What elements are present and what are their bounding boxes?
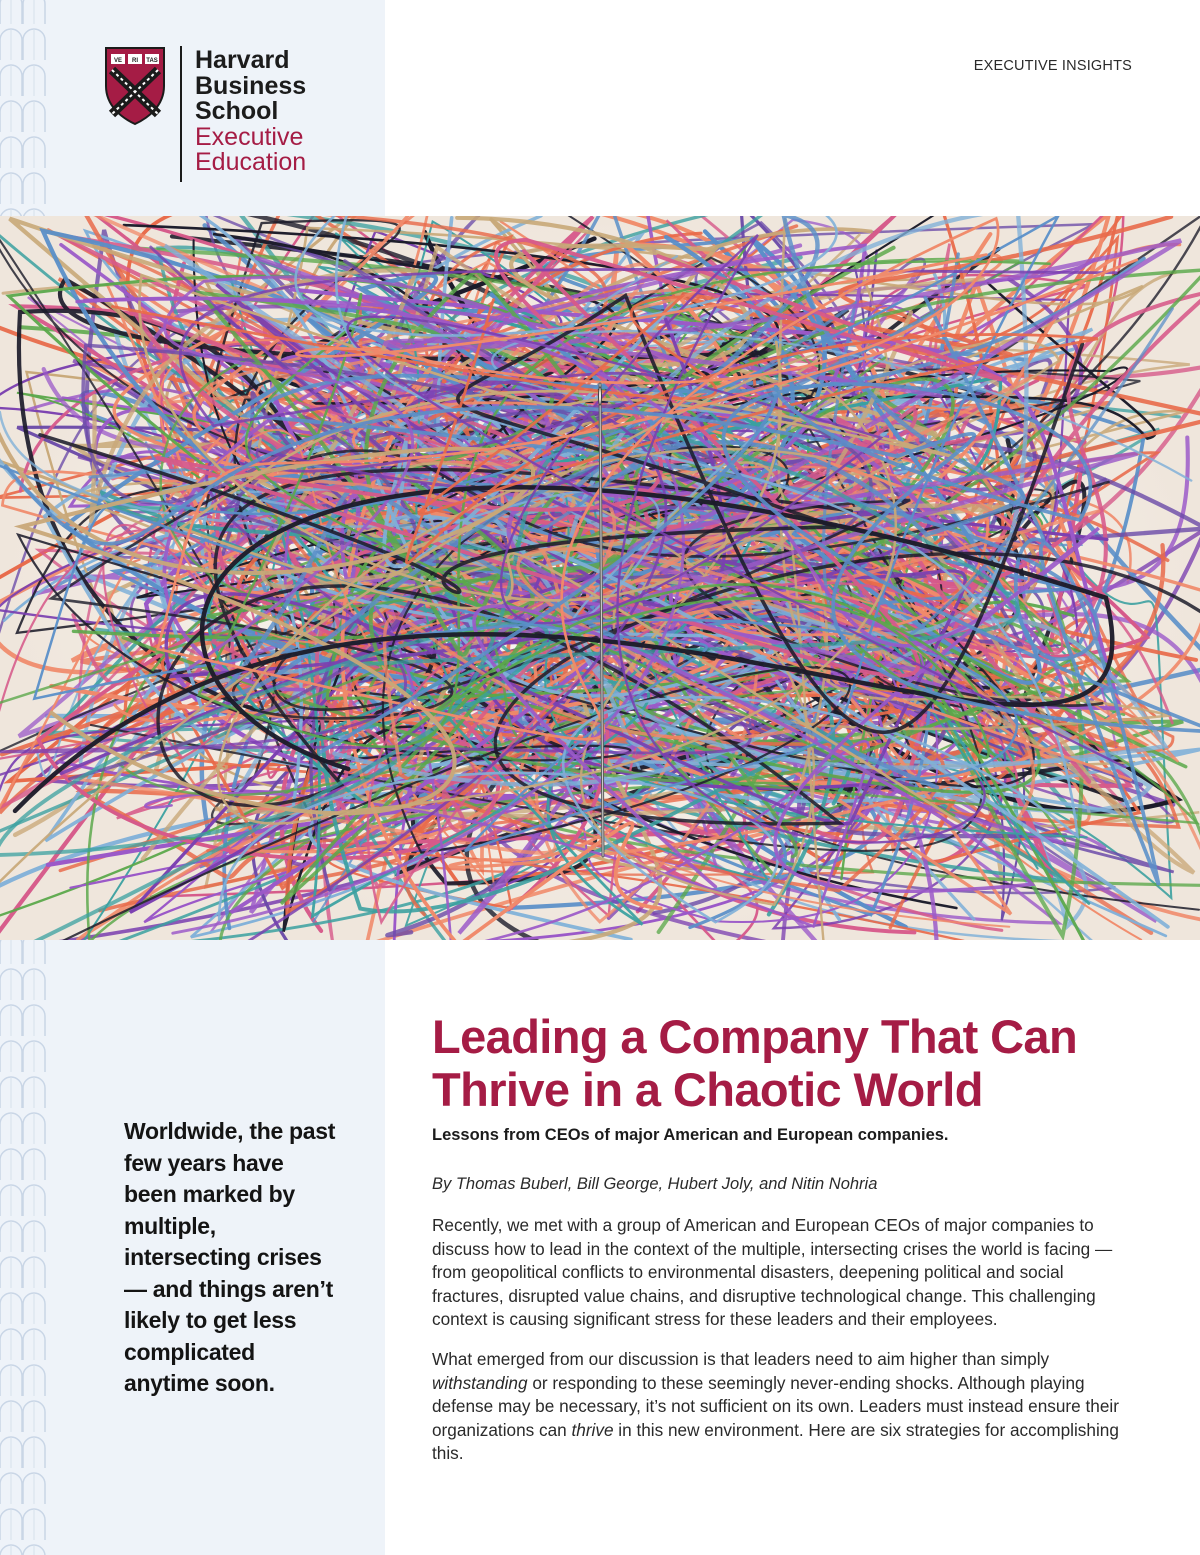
paragraph-2-emphasis-1: withstanding <box>432 1372 528 1393</box>
tangled-threads-needle-illustration <box>0 216 1200 940</box>
article-byline: By Thomas Buberl, Bill George, Hubert Joly, and Nitin Nohria <box>432 1175 878 1193</box>
paragraph-2-emphasis-2: thrive <box>571 1419 614 1440</box>
logo-wordmark <box>195 48 306 176</box>
logo-line-school: School <box>195 97 279 125</box>
section-label: EXECUTIVE INSIGHTS <box>973 58 1132 74</box>
article <box>432 1010 1132 1466</box>
article-paragraph-2 <box>432 1348 1122 1466</box>
shield-motto-3: TAS <box>146 58 158 64</box>
logo-line-harvard: Harvard <box>195 46 290 74</box>
logo-line-education: Education <box>195 148 307 176</box>
logo-line-business: Business <box>195 71 307 100</box>
pull-quote: Worldwide, the past few years have been marked by multiple, intersecting crises — and things aren’t likely to get less complicated anytime soon. <box>124 1118 336 1396</box>
shield-motto-2: RI <box>132 58 138 64</box>
paragraph-2-part-1: What emerged from our discussion is that leaders need to aim higher than simply <box>432 1348 1050 1369</box>
article-paragraph-1: Recently, we met with a group of American and European CEOs of major companies to discuss how to lead in the context of the multiple, intersecting crises the world is facing — from geopolitical conflicts to environmental disasters, deepening political and social fractures, disrupted value chains, and disruptive technological change. This challenging context is causing significant stress for these leaders and their employees. <box>432 1215 1113 1330</box>
arch-pattern-bottom <box>0 940 46 1555</box>
hbs-logo[interactable] <box>104 46 306 182</box>
arch-pattern-top <box>0 0 46 216</box>
logo-divider <box>180 46 182 182</box>
shield-motto-1: VE <box>113 58 123 64</box>
article-title: Leading a Company That Can Thrive in a Chaotic World <box>432 1010 1078 1116</box>
harvard-shield-icon <box>104 46 166 126</box>
paragraph-2-part-3: in this new environment. Here are six strategies for accomplishing this. <box>432 1419 1119 1464</box>
hero-image <box>0 216 1200 940</box>
article-subtitle: Lessons from CEOs of major American and European companies. <box>432 1126 949 1144</box>
paragraph-2-part-2: or responding to these seemingly never-ending shocks. Although playing defense may be necessary, it’s not sufficient on its own. Leaders must instead ensure their organizations can <box>432 1372 1119 1440</box>
logo-line-executive: Executive <box>195 122 304 151</box>
